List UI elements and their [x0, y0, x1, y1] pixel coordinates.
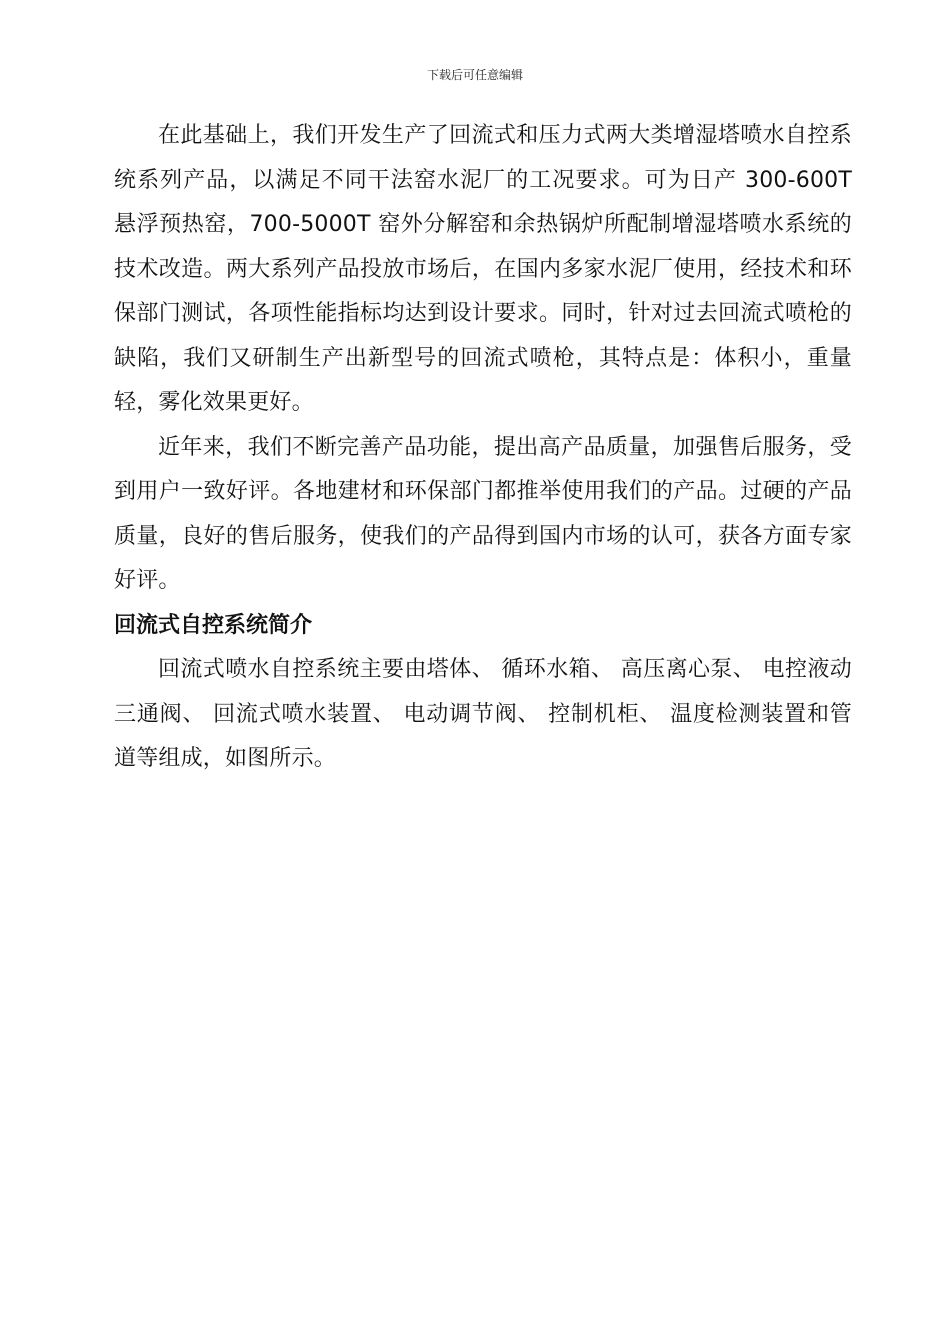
section-heading-system-intro: 回流式自控系统简介 — [114, 612, 313, 638]
paragraph-system-components: 回流式喷水自控系统主要由塔体、 循环水箱、 高压离心泵、 电控液动三通阀、 回流式喷水装置、 电动调节阀、 控制机柜、 温度检测装置和管道等组成，如图所示。 — [114, 657, 852, 771]
paragraph-product-development: 在此基础上，我们开发生产了回流式和压力式两大类增湿塔喷水自控系统系列产品，以满足不同干法窑水泥厂的工况要求。可为日产 300-600T 悬浮预热窑，700-5000T 窑外分解窑和余热锅炉所配制增湿塔喷水系统的技术改造。两大系列产品投放市场后，在国内多家水泥厂使用，经技术和环保部门测试，各项性能指标均达到设计要求。同时，针对过去回流式喷枪的缺陷，我们又研制生产出新型号的回流式喷枪，其特点是：体积小，重量轻，雾化效果更好。 — [114, 123, 852, 415]
document-body — [114, 114, 852, 782]
page-header-note: 下载后可任意编辑 — [426, 68, 523, 82]
paragraph-service-reputation: 近年来，我们不断完善产品功能，提出高产品质量，加强售后服务，受到用户一致好评。各地建材和环保部门都推举使用我们的产品。过硬的产品质量，良好的售后服务，使我们的产品得到国内市场的认可，获各方面专家好评。 — [114, 434, 852, 593]
